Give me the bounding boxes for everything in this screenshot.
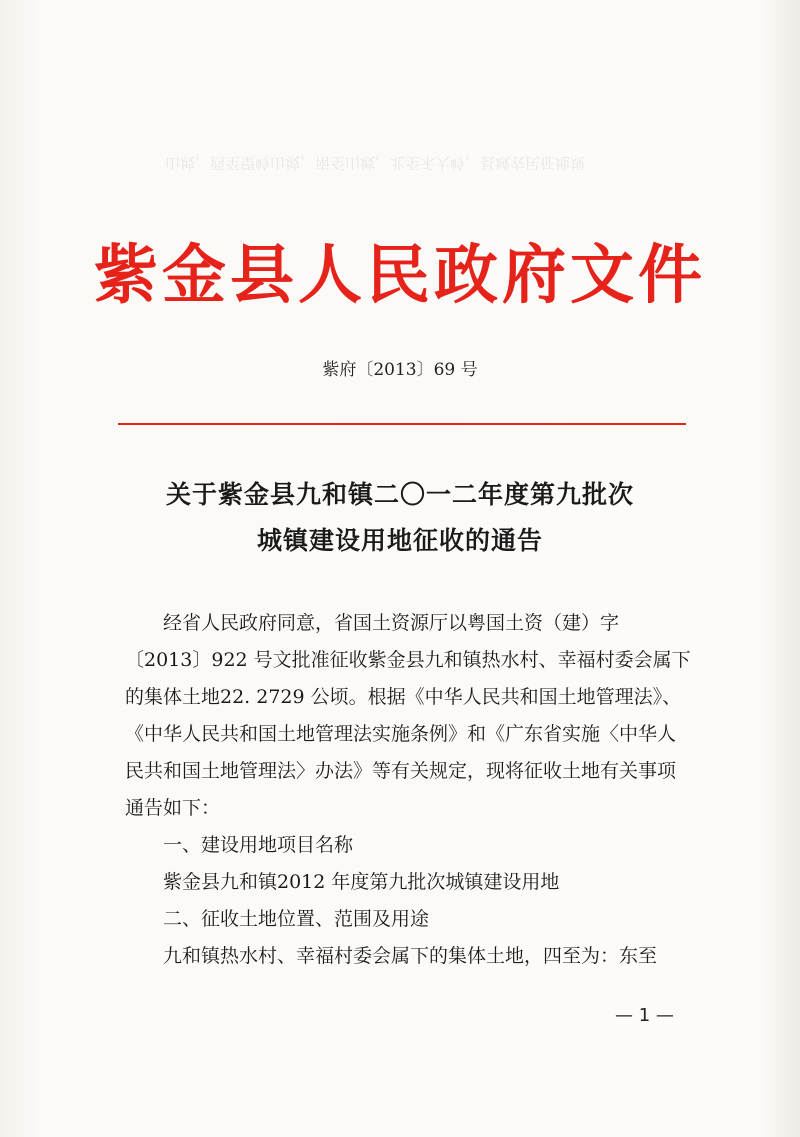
notice-title-line1: 关于紫金县九和镇二〇一二年度第九批次 xyxy=(165,480,634,509)
show-through-text: 山坡，西至望岭山坡，南至山坡，北至禾大岭，县域农民征地规 xyxy=(165,154,586,172)
document-number: 紫府〔2013〕69 号 xyxy=(322,360,478,380)
section2-heading: 二、征收土地位置、范围及用途 xyxy=(163,908,430,930)
intro-paragraph: 经省人民政府同意，省国土资源厅以粤国土资（建）字〔2013〕922 号文批准征收紫金县九和镇热水村、幸福村委会属下的集体土地22. 2729 公顷。根据《中华人民共和国土地管理法》、《中华人民共和国土地管理法实施条例》和《广东省实施〈中华人民共和国土地管理法〉办法》等有关规定，现将征收土地有关事项通告如下： xyxy=(125,612,691,819)
document-header-title: 紫金县人民政府文件 xyxy=(94,239,706,313)
section1-text: 紫金县九和镇2012 年度第九批次城镇建设用地 xyxy=(163,871,560,893)
red-divider-line xyxy=(118,423,686,425)
section2-text: 九和镇热水村、幸福村委会属下的集体土地，四至为：东至 xyxy=(163,945,658,967)
notice-body xyxy=(125,605,691,975)
notice-title-line2: 城镇建设用地征收的通告 xyxy=(256,526,543,555)
section1-heading: 一、建设用地项目名称 xyxy=(163,834,354,856)
page-number: — 1 — xyxy=(615,1005,674,1026)
notice-title xyxy=(0,472,800,564)
